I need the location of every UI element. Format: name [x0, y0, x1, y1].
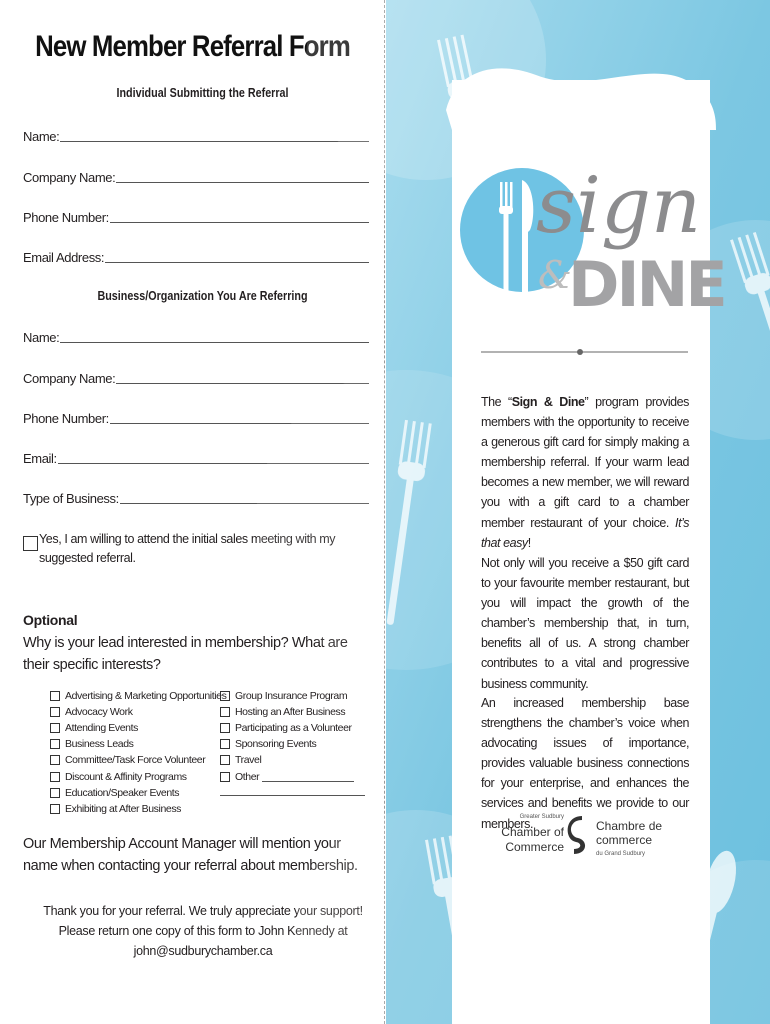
interest-option[interactable]: Attending Events: [50, 720, 226, 736]
interest-option[interactable]: Group Insurance Program: [220, 688, 365, 704]
svg-text:du Grand Sudbury: du Grand Sudbury: [596, 851, 646, 857]
checkbox-icon[interactable]: [220, 707, 230, 717]
referral-company-field[interactable]: [23, 368, 369, 386]
svg-text:Chamber of: Chamber of: [501, 825, 564, 839]
interest-option[interactable]: Education/Speaker Events: [50, 785, 226, 801]
checkbox-icon[interactable]: [220, 755, 230, 765]
section-heading-submitter: Individual Submitting the Referral: [116, 86, 289, 100]
checkbox-icon[interactable]: [50, 804, 60, 814]
optional-label: Optional: [23, 612, 78, 628]
logo-word-dine: DINE: [568, 248, 725, 321]
svg-text:Commerce: Commerce: [505, 840, 564, 854]
sign-and-dine-logo: [450, 120, 725, 321]
checkbox-icon[interactable]: [220, 691, 230, 701]
contact-email: john@sudburychamber.ca: [133, 944, 273, 958]
thanks-line-2: Please return one copy of this form to John Kennedy at: [58, 924, 348, 938]
promo-paragraph-1: The “Sign & Dine” program provides members with the opportunity to receive a generous gift card for simply making a membership referral. If your warm lead becomes a new member, we will reward you with a gift card to a chamber member restaurant of your choice. It’s that easy!: [481, 395, 689, 550]
field-label: Phone Number:: [23, 411, 109, 426]
checkbox-icon[interactable]: [220, 723, 230, 733]
form-title: New Member Referral Form: [35, 30, 350, 63]
promo-paragraph-3: An increased membership base strengthens the chamber’s voice when advocating issues of importance, provides valuable business connections for your enterprise, and enhances the services and benefits we provide to our members.: [481, 696, 689, 831]
checkbox-icon[interactable]: [50, 691, 60, 701]
interest-option[interactable]: Travel: [220, 752, 365, 768]
field-label: Company Name:: [23, 371, 116, 386]
submitter-name-field[interactable]: [23, 126, 369, 144]
interests-column-1: [50, 688, 226, 817]
manager-note: Our Membership Account Manager will mention your name when contacting your referral about membership.: [23, 836, 358, 874]
promo-paragraph-2: Not only will you receive a $50 gift card to your favourite member restaurant, but you will impact the growth of the chamber’s membership that, in turn, benefits all of us. A strong chamber contributes to a vital and progressive business community.: [481, 556, 689, 691]
field-label: Email Address:: [23, 250, 105, 265]
referral-name-field[interactable]: [23, 327, 369, 345]
other-input-line[interactable]: [262, 771, 354, 782]
interest-option[interactable]: Discount & Affinity Programs: [50, 768, 226, 784]
interest-option[interactable]: Business Leads: [50, 736, 226, 752]
interest-option[interactable]: Advocacy Work: [50, 704, 226, 720]
sign-dine-promo-panel: [386, 0, 770, 1024]
checkbox-icon[interactable]: [220, 772, 230, 782]
interest-option[interactable]: Advertising & Marketing Opportunities: [50, 688, 226, 704]
checkbox-icon[interactable]: [50, 723, 60, 733]
logo-word-sign: sign: [536, 161, 702, 251]
checkbox-icon[interactable]: [50, 755, 60, 765]
field-label: Type of Business:: [23, 491, 119, 506]
field-label: Name:: [23, 330, 60, 345]
interest-option[interactable]: Hosting an After Business: [220, 704, 365, 720]
ornamental-divider: [481, 349, 688, 355]
submitter-phone-field[interactable]: [23, 207, 369, 225]
sales-meeting-checkbox[interactable]: [23, 536, 38, 551]
svg-text:Greater Sudbury: Greater Sudbury: [519, 814, 564, 820]
interest-option[interactable]: Exhibiting at After Business: [50, 801, 226, 817]
other-input-line-2[interactable]: [220, 795, 365, 796]
chamber-of-commerce-logo: [501, 810, 666, 880]
thanks-line-1: Thank you for your referral. We truly appreciate your support!: [43, 904, 363, 918]
svg-text:commerce: commerce: [596, 833, 653, 847]
checkbox-icon[interactable]: [50, 788, 60, 798]
field-label: Company Name:: [23, 170, 116, 185]
interests-column-2: [220, 688, 365, 796]
interest-option[interactable]: Committee/Task Force Volunteer: [50, 752, 226, 768]
checkbox-icon[interactable]: [50, 739, 60, 749]
field-label: Email:: [23, 451, 57, 466]
checkbox-icon[interactable]: [220, 739, 230, 749]
sales-meeting-label: Yes, I am willing to attend the initial sales meeting with my suggested referral.: [39, 532, 336, 565]
field-label: Phone Number:: [23, 210, 109, 225]
submitter-email-field[interactable]: [23, 247, 369, 265]
interest-option[interactable]: Participating as a Volunteer: [220, 720, 365, 736]
submitter-company-field[interactable]: [23, 167, 369, 185]
field-label: Name:: [23, 129, 60, 144]
optional-question: Why is your lead interested in membership? What are their specific interests?: [23, 635, 348, 673]
checkbox-icon[interactable]: [50, 707, 60, 717]
interest-option[interactable]: Sponsoring Events: [220, 736, 365, 752]
svg-text:Chambre de: Chambre de: [596, 819, 663, 833]
section-heading-referral: Business/Organization You Are Referring: [97, 289, 308, 303]
logo-ampersand: &: [538, 253, 572, 297]
checkbox-icon[interactable]: [50, 772, 60, 782]
interest-option-other[interactable]: Other: [220, 768, 365, 784]
